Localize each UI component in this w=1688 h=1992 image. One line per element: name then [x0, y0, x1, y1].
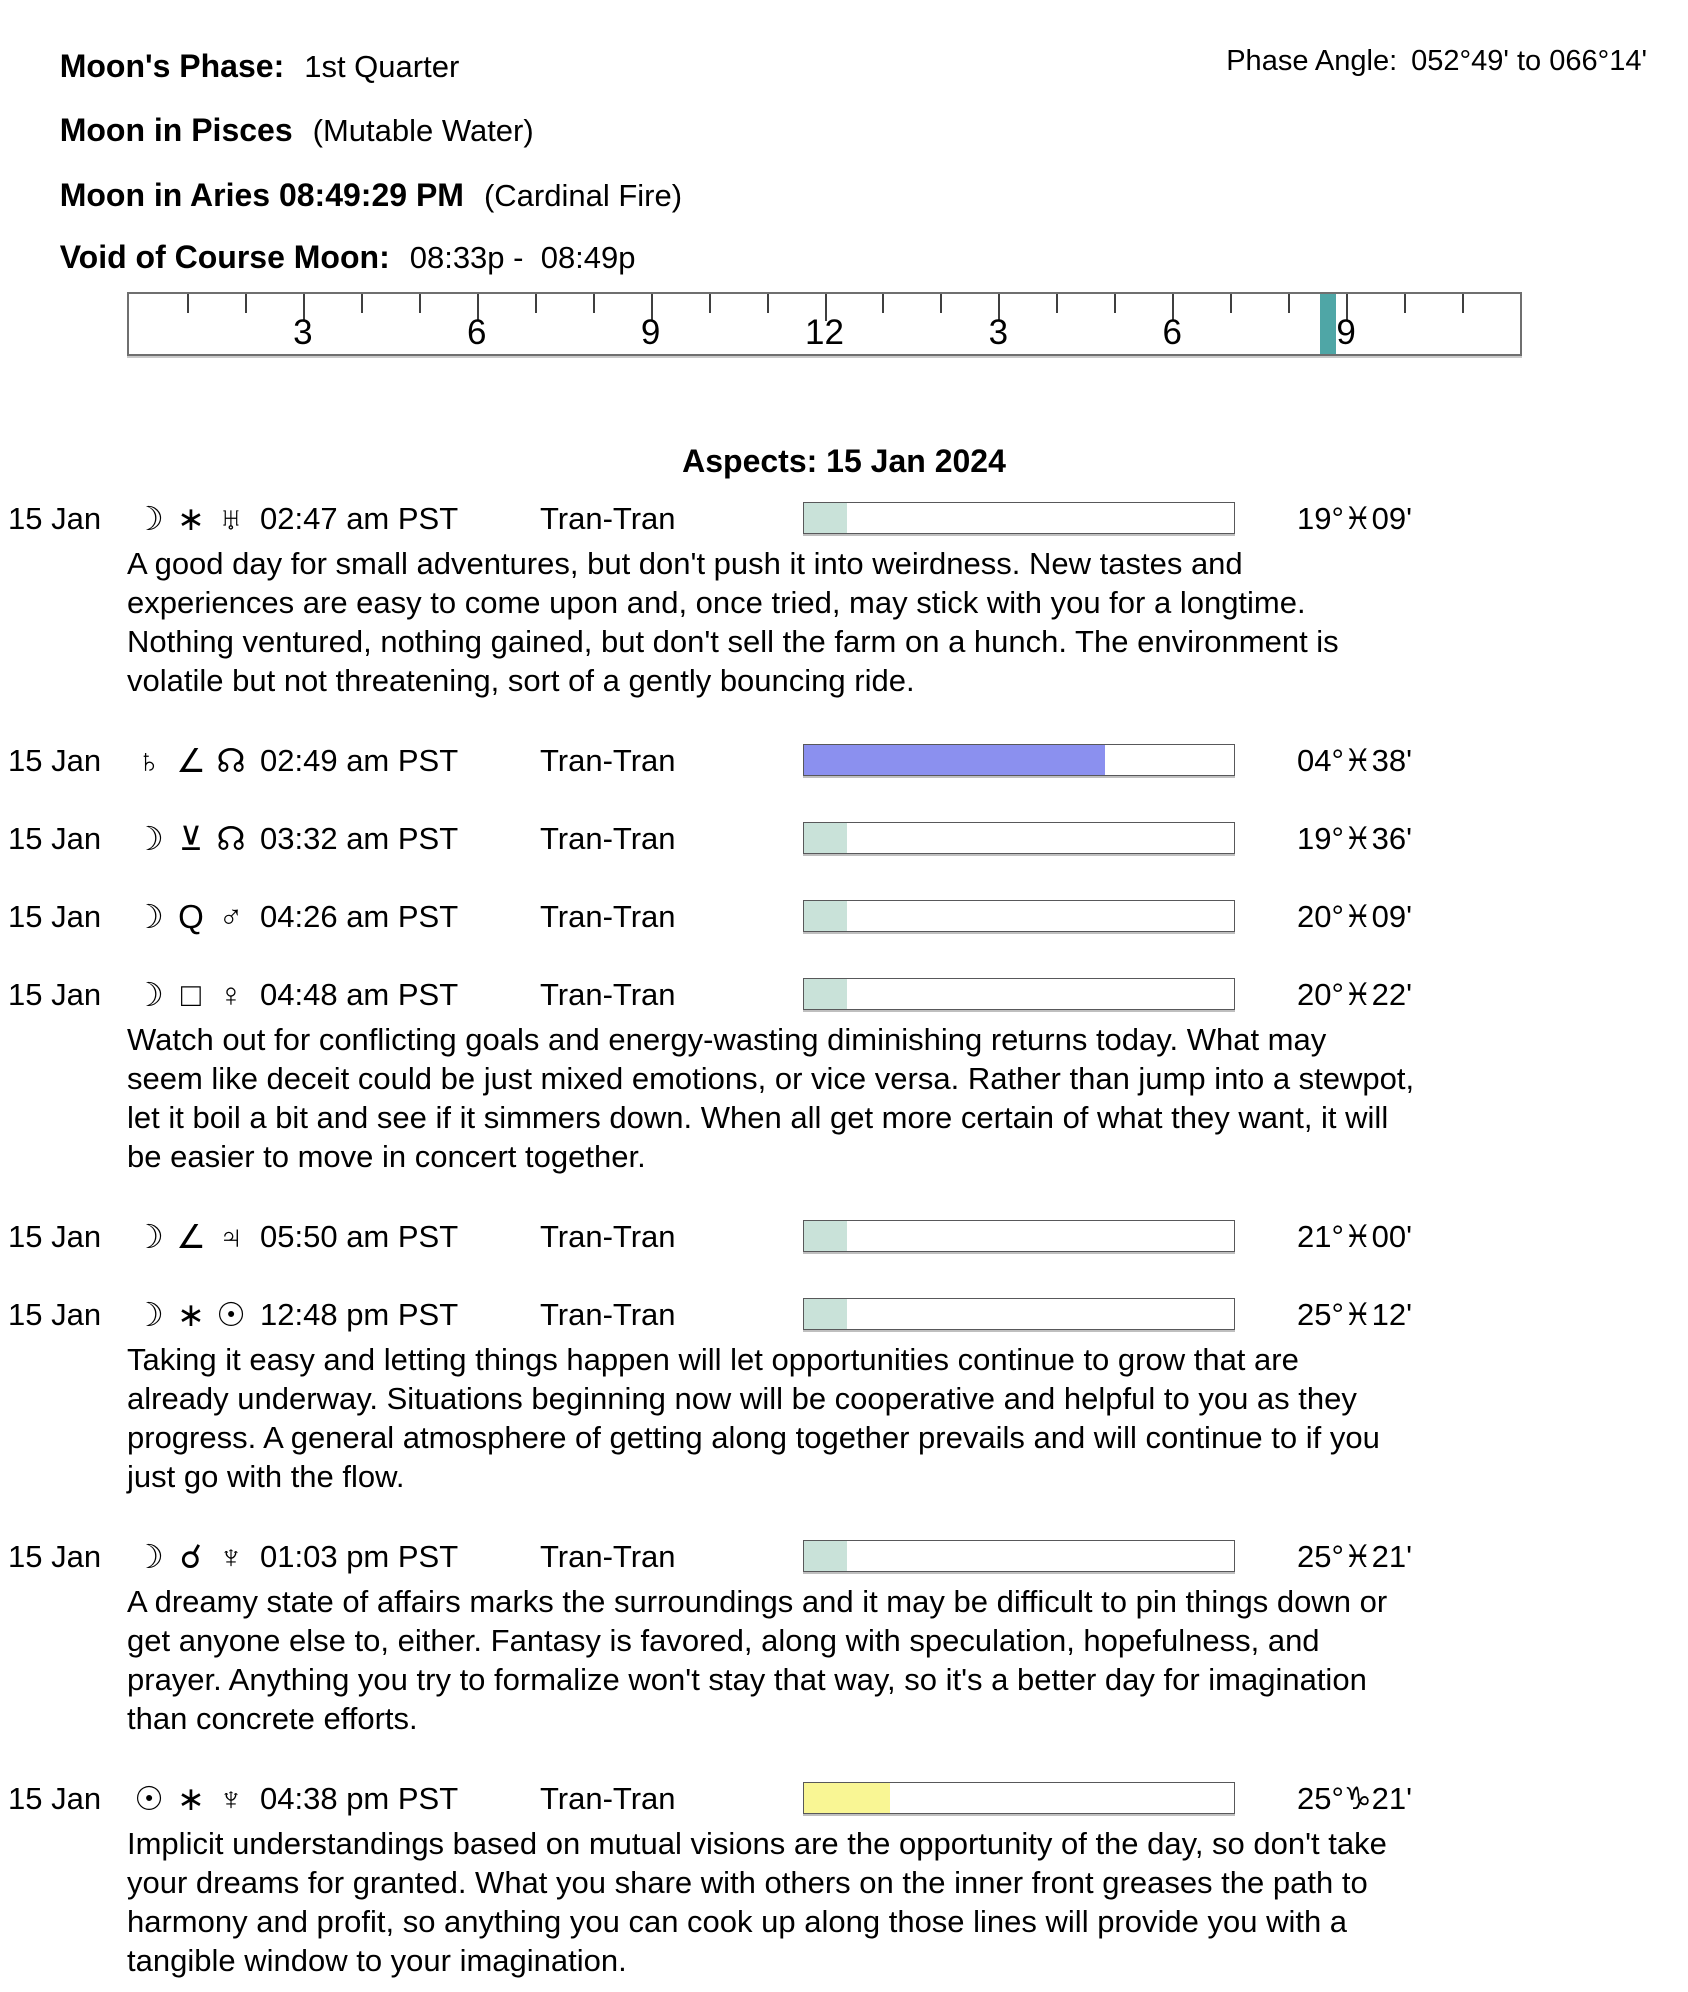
aspect-date: 15 Jan [8, 899, 102, 934]
aspect-description-line: A dreamy state of affairs marks the surroundings and it may be difficult to pin things down or [127, 1584, 1388, 1619]
aspect-description [127, 1582, 1688, 1738]
orb-progress-bar [803, 978, 1235, 1010]
aspect-row [0, 822, 1688, 856]
sun-icon: ☉ [216, 1296, 246, 1333]
ruler-tick [535, 294, 537, 313]
aspect-description-line: prayer. Anything you try to formalize won't stay that way, so it's a better day for imagination [127, 1662, 1367, 1697]
aspect-date: 15 Jan [8, 501, 102, 536]
aspect-degree: 19°♓09' [1297, 501, 1413, 536]
aspect-date: 15 Jan [8, 1539, 102, 1574]
aspect-description-line: than concrete efforts. [127, 1701, 418, 1736]
ruler-tick [709, 294, 711, 313]
aspect-type: Tran-Tran [540, 1539, 676, 1574]
moon-icon: ☽ [134, 500, 164, 537]
aspect-time: 03:32 am PST [260, 821, 459, 856]
aspect-row [0, 502, 1688, 536]
report-header [0, 0, 1688, 358]
aspect-date: 15 Jan [8, 977, 102, 1012]
aspect-row [0, 1298, 1688, 1332]
moon-ingress-label: Moon in Aries 08:49:29 PM [59, 177, 464, 213]
aspects-title: Aspects: 15 Jan 2024 [682, 443, 1006, 479]
ruler-hour-label: 3 [293, 313, 313, 352]
ruler-tick [940, 294, 942, 313]
aspect-description-line: seem like deceit could be just mixed emotions, or vice versa. Rather than jump into a stewpot, [127, 1061, 1415, 1096]
aspect-date: 15 Jan [8, 1781, 102, 1816]
orb-progress-fill [804, 1299, 847, 1329]
moon-sign-note: (Mutable Water) [312, 113, 534, 148]
aspect-description [127, 1020, 1688, 1176]
semisextile-icon: ⊻ [178, 820, 204, 857]
aspect-description-line: A good day for small adventures, but don't push it into weirdness. New tastes and [127, 546, 1243, 581]
orb-progress-fill [804, 1783, 890, 1813]
moons-phase-label: Moon's Phase: [59, 48, 285, 84]
ruler-tick [593, 294, 595, 313]
ruler-hour-label: 12 [805, 313, 844, 352]
aspect-description-line: Nothing ventured, nothing gained, but don't sell the farm on a hunch. The environment is [127, 624, 1339, 659]
ruler-tick [187, 294, 189, 313]
aspect-description-line: your dreams for granted. What you share with others on the inner front greases the path to [127, 1865, 1368, 1900]
aspect-block [0, 502, 1688, 700]
aspect-degree: 20°♓09' [1297, 899, 1413, 934]
aspect-degree: 25°♑21' [1297, 1781, 1413, 1816]
orb-progress-fill [804, 1541, 847, 1571]
voc-24h-ruler [127, 292, 1522, 356]
aspect-time: 02:49 am PST [260, 743, 459, 778]
orb-progress-bar [803, 1782, 1235, 1814]
aspect-description [127, 1340, 1688, 1496]
void-of-course-label: Void of Course Moon: [59, 239, 390, 275]
ruler-hour-label: 3 [988, 313, 1009, 352]
aspect-description-line: harmony and profit, so anything you can cook up along those lines will provide you with a [127, 1904, 1348, 1939]
neptune-icon: ♆ [218, 1780, 244, 1817]
moon-icon: ☽ [134, 976, 164, 1013]
saturn-icon: ♄ [136, 742, 162, 779]
aspect-type: Tran-Tran [540, 1781, 676, 1816]
orb-progress-fill [804, 745, 1105, 775]
sextile-icon: ∗ [177, 1780, 205, 1817]
aspect-row [0, 1220, 1688, 1254]
venus-icon: ♀ [218, 976, 244, 1013]
aspect-degree: 19°♓36' [1297, 821, 1413, 856]
aspect-description-line: just go with the flow. [127, 1459, 405, 1494]
neptune-icon: ♆ [218, 1538, 244, 1575]
aspect-date: 15 Jan [8, 743, 102, 778]
aspect-type: Tran-Tran [540, 1297, 676, 1332]
ruler-tick [245, 294, 247, 313]
aspect-description-line: Watch out for conflicting goals and energy-wasting diminishing returns today. What may [127, 1022, 1327, 1057]
ruler-hour-label: 9 [640, 313, 661, 352]
north-node-icon: ☊ [216, 742, 246, 779]
ruler-tick [767, 294, 769, 313]
jupiter-icon: ♃ [218, 1218, 244, 1255]
aspect-block [0, 1220, 1688, 1254]
orb-progress-fill [804, 1221, 847, 1251]
aspect-description-line: get anyone else to, either. Fantasy is favored, along with speculation, hopefulness, and [127, 1623, 1320, 1658]
aspect-time: 12:48 pm PST [260, 1297, 459, 1332]
aspect-row [0, 744, 1688, 778]
aspect-block [0, 1540, 1688, 1738]
moons-phase-value: 1st Quarter [304, 49, 460, 84]
sextile-icon: ∗ [177, 1296, 205, 1333]
aspect-description-line: let it boil a bit and see if it simmers down. When all get more certain of what they want, it will [127, 1100, 1389, 1135]
ruler-hour-label: 6 [1162, 313, 1182, 352]
semisquare-icon: ∠ [176, 1218, 206, 1255]
orb-progress-bar [803, 1220, 1235, 1252]
aspect-description-line: Taking it easy and letting things happen will let opportunities continue to grow that are [127, 1342, 1299, 1377]
aspect-date: 15 Jan [8, 1297, 102, 1332]
aspect-block [0, 744, 1688, 778]
aspect-date: 15 Jan [8, 1219, 102, 1254]
aspect-description-line: tangible window to your imagination. [127, 1943, 627, 1978]
ruler-tick [1404, 294, 1406, 313]
aspect-description-line: experiences are easy to come upon and, once tried, may stick with you for a longtime. [127, 585, 1306, 620]
aspect-degree: 21°♓00' [1297, 1219, 1413, 1254]
moon-icon: ☽ [134, 1538, 164, 1575]
uranus-icon: ♅ [218, 500, 244, 537]
ruler-tick [1056, 294, 1058, 313]
ruler-hour-label: 6 [467, 313, 487, 352]
aspect-type: Tran-Tran [540, 899, 676, 934]
orb-progress-bar [803, 502, 1235, 534]
sun-icon: ☉ [134, 1780, 164, 1817]
ruler-tick [1462, 294, 1464, 313]
phase-angle-line [1178, 12, 1647, 111]
aspect-type: Tran-Tran [540, 743, 676, 778]
ruler-tick [1114, 294, 1116, 313]
aspect-time: 05:50 am PST [260, 1219, 459, 1254]
orb-progress-fill [804, 901, 847, 931]
aspect-row [0, 1540, 1688, 1574]
aspect-degree: 20°♓22' [1297, 977, 1413, 1012]
aspect-block [0, 822, 1688, 856]
aspect-degree: 04°♓38' [1297, 743, 1413, 778]
void-of-course-value: 08:33p - 08:49p [409, 240, 636, 275]
sextile-icon: ∗ [177, 500, 205, 537]
aspect-description-line: already underway. Situations beginning now will be cooperative and helpful to you as they [127, 1381, 1357, 1416]
ruler-tick [882, 294, 884, 313]
aspect-degree: 25°♓21' [1297, 1539, 1413, 1574]
north-node-icon: ☊ [216, 820, 246, 857]
aspect-type: Tran-Tran [540, 501, 676, 536]
ruler-tick [1288, 294, 1290, 313]
aspect-row [0, 978, 1688, 1012]
ruler-tick [361, 294, 363, 313]
orb-progress-bar [803, 900, 1235, 932]
ruler-hour-label: 9 [1336, 313, 1356, 352]
aspect-time: 04:38 pm PST [260, 1781, 459, 1816]
aspect-time: 02:47 am PST [260, 501, 459, 536]
moon-ingress-note: (Cardinal Fire) [483, 178, 683, 213]
aspect-block [0, 978, 1688, 1176]
aspect-description [127, 544, 1688, 700]
moon-icon: ☽ [134, 898, 164, 935]
orb-progress-bar [803, 822, 1235, 854]
orb-progress-fill [804, 503, 847, 533]
aspect-type: Tran-Tran [540, 977, 676, 1012]
aspect-time: 04:26 am PST [260, 899, 459, 934]
moon-icon: ☽ [134, 1218, 164, 1255]
mars-icon: ♂ [218, 898, 244, 935]
orb-progress-fill [804, 823, 847, 853]
ruler-tick [419, 294, 421, 313]
aspect-time: 01:03 pm PST [260, 1539, 459, 1574]
aspect-degree: 25°♓12' [1297, 1297, 1413, 1332]
phase-angle-label: Phase Angle: [1226, 45, 1398, 77]
aspect-date: 15 Jan [8, 821, 102, 856]
aspect-row [0, 1782, 1688, 1816]
void-of-course-marker [1320, 294, 1336, 354]
aspect-description-line: be easier to move in concert together. [127, 1139, 646, 1174]
aspect-description-line: Implicit understandings based on mutual visions are the opportunity of the day, so don't take [127, 1826, 1387, 1861]
phase-angle-value: 052°49' to 066°14' [1411, 45, 1647, 77]
aspect-type: Tran-Tran [540, 1219, 676, 1254]
orb-progress-bar [803, 1298, 1235, 1330]
aspect-row [0, 900, 1688, 934]
moon-sign-label: Moon in Pisces [59, 112, 293, 148]
square-icon: □ [181, 976, 201, 1013]
quintile-icon: Q [178, 898, 204, 935]
ruler-tick [1230, 294, 1232, 313]
aspect-type: Tran-Tran [540, 821, 676, 856]
orb-progress-fill [804, 979, 847, 1009]
aspects-list [0, 502, 1688, 1980]
orb-progress-bar [803, 1540, 1235, 1572]
aspect-time: 04:48 am PST [260, 977, 459, 1012]
aspect-description [127, 1824, 1688, 1980]
moon-icon: ☽ [134, 820, 164, 857]
conjunction-icon: ☌ [179, 1538, 203, 1575]
aspect-block [0, 900, 1688, 934]
aspect-description-line: volatile but not threatening, sort of a gently bouncing ride. [127, 663, 915, 698]
semisquare-icon: ∠ [176, 742, 206, 779]
orb-progress-bar [803, 744, 1235, 776]
aspect-block [0, 1782, 1688, 1980]
aspect-block [0, 1298, 1688, 1496]
aspect-description-line: progress. A general atmosphere of getting along together prevails and will continue to if you [127, 1420, 1380, 1455]
moon-icon: ☽ [134, 1296, 164, 1333]
